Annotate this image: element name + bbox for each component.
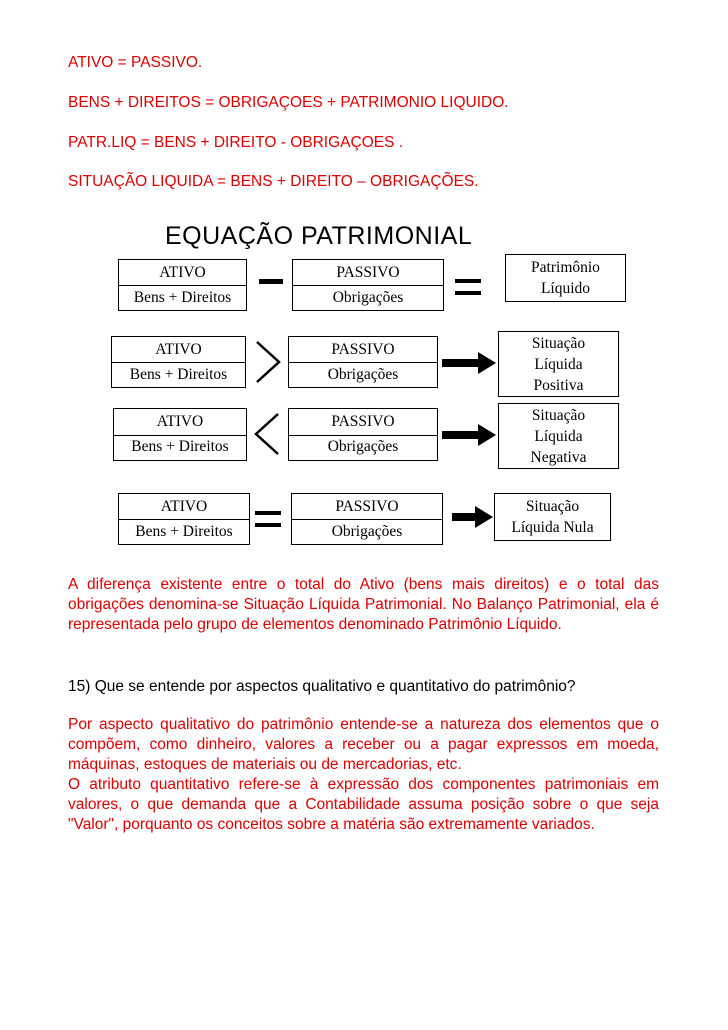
ativo-sub-label: Bens + Direitos xyxy=(133,288,232,306)
passivo-label: PASSIVO xyxy=(293,260,443,286)
arrow-right-icon xyxy=(442,352,497,374)
arrow-right-icon xyxy=(452,506,494,528)
question-text: 15) Que se entende por aspectos qualitativo e quantitativo do patrimônio? xyxy=(68,678,576,695)
equals-sign xyxy=(454,277,484,299)
equation-line-2: BENS + DIREITOS = OBRIGAÇOES + PATRIMONIO LIQUIDO. xyxy=(68,94,509,111)
result-line: Situação xyxy=(531,334,586,352)
ativo-sub-label: Bens + Direitos xyxy=(131,438,229,456)
equation-line-3: PATR.LIQ = BENS + DIREITO - OBRIGAÇOES . xyxy=(68,134,404,151)
equation-line-1: ATIVO = PASSIVO. xyxy=(68,54,203,71)
result-line: Situação xyxy=(531,406,586,424)
greater-than-sign xyxy=(253,339,283,385)
passivo-box-row3 xyxy=(288,408,438,461)
result-box-nula xyxy=(494,493,611,541)
ativo-label: ATIVO xyxy=(114,409,246,436)
result-line: Patrimônio xyxy=(531,259,600,276)
minus-sign xyxy=(258,277,286,287)
diagram-title: EQUAÇÃO PATRIMONIAL xyxy=(165,222,473,250)
ativo-box-row2 xyxy=(111,336,246,388)
ativo-label: ATIVO xyxy=(112,337,245,363)
passivo-sub-label: Obrigações xyxy=(332,288,404,306)
paragraph-text: A diferença existente entre o total do Ativo (bens mais direitos) e o total das obrigações denomina-se Situação Líquida Patrimonial. No Balanço Patrimonial, ela é representada pelo grupo de elementos denominado Patrimônio Líquido. xyxy=(68,576,659,633)
result-line: Líquida xyxy=(534,427,583,445)
passivo-label: PASSIVO xyxy=(289,409,437,436)
ativo-sub-label: Bens + Direitos xyxy=(135,522,233,540)
result-line: Líquida xyxy=(534,355,583,373)
equals-sign xyxy=(254,509,284,531)
result-line: Positiva xyxy=(533,376,584,394)
result-line: Líquida Nula xyxy=(511,519,594,536)
ativo-box-row3 xyxy=(113,408,247,461)
less-than-sign xyxy=(252,411,282,457)
passivo-sub-label: Obrigações xyxy=(327,438,399,456)
passivo-box-row4 xyxy=(291,493,443,545)
passivo-label: PASSIVO xyxy=(289,337,437,363)
ativo-box-row4 xyxy=(118,493,250,545)
result-box-positiva xyxy=(498,331,619,397)
ativo-label: ATIVO xyxy=(119,260,246,286)
answer-qualitativo: Por aspecto qualitativo do patrimônio entende-se a natureza dos elementos que o compõem, como dinheiro, valores a receber ou a pagar expressos em moeda, máquinas, estoques de materiais ou de mercadorias, etc. xyxy=(68,716,659,773)
result-line: Líquido xyxy=(540,280,591,297)
result-box-negativa xyxy=(498,403,619,469)
result-line: Situação xyxy=(525,498,580,515)
ativo-sub-label: Bens + Direitos xyxy=(129,365,228,383)
passivo-sub-label: Obrigações xyxy=(327,365,399,383)
passivo-box-row1 xyxy=(292,259,444,311)
passivo-box-row2 xyxy=(288,336,438,388)
result-box-patrimonio-liquido xyxy=(505,254,626,302)
paragraph-situacao-liquida xyxy=(68,575,659,635)
arrow-right-icon xyxy=(442,424,497,446)
passivo-label: PASSIVO xyxy=(292,494,442,520)
result-line: Negativa xyxy=(530,448,587,466)
passivo-sub-label: Obrigações xyxy=(331,522,403,540)
question-15 xyxy=(68,677,659,697)
ativo-label: ATIVO xyxy=(119,494,249,520)
answer-quantitativo: O atributo quantitativo refere-se à expressão dos componentes patrimoniais em valores, o que demanda que a Contabilidade assuma posição sobre o que seja "Valor", porquanto os conceitos sobre a matéria são extremamente variados. xyxy=(68,776,659,833)
ativo-box-row1 xyxy=(118,259,247,311)
equation-line-4: SITUAÇÃO LIQUIDA = BENS + DIREITO – OBRIGAÇÕES. xyxy=(68,173,479,190)
answer-paragraph xyxy=(68,715,659,835)
